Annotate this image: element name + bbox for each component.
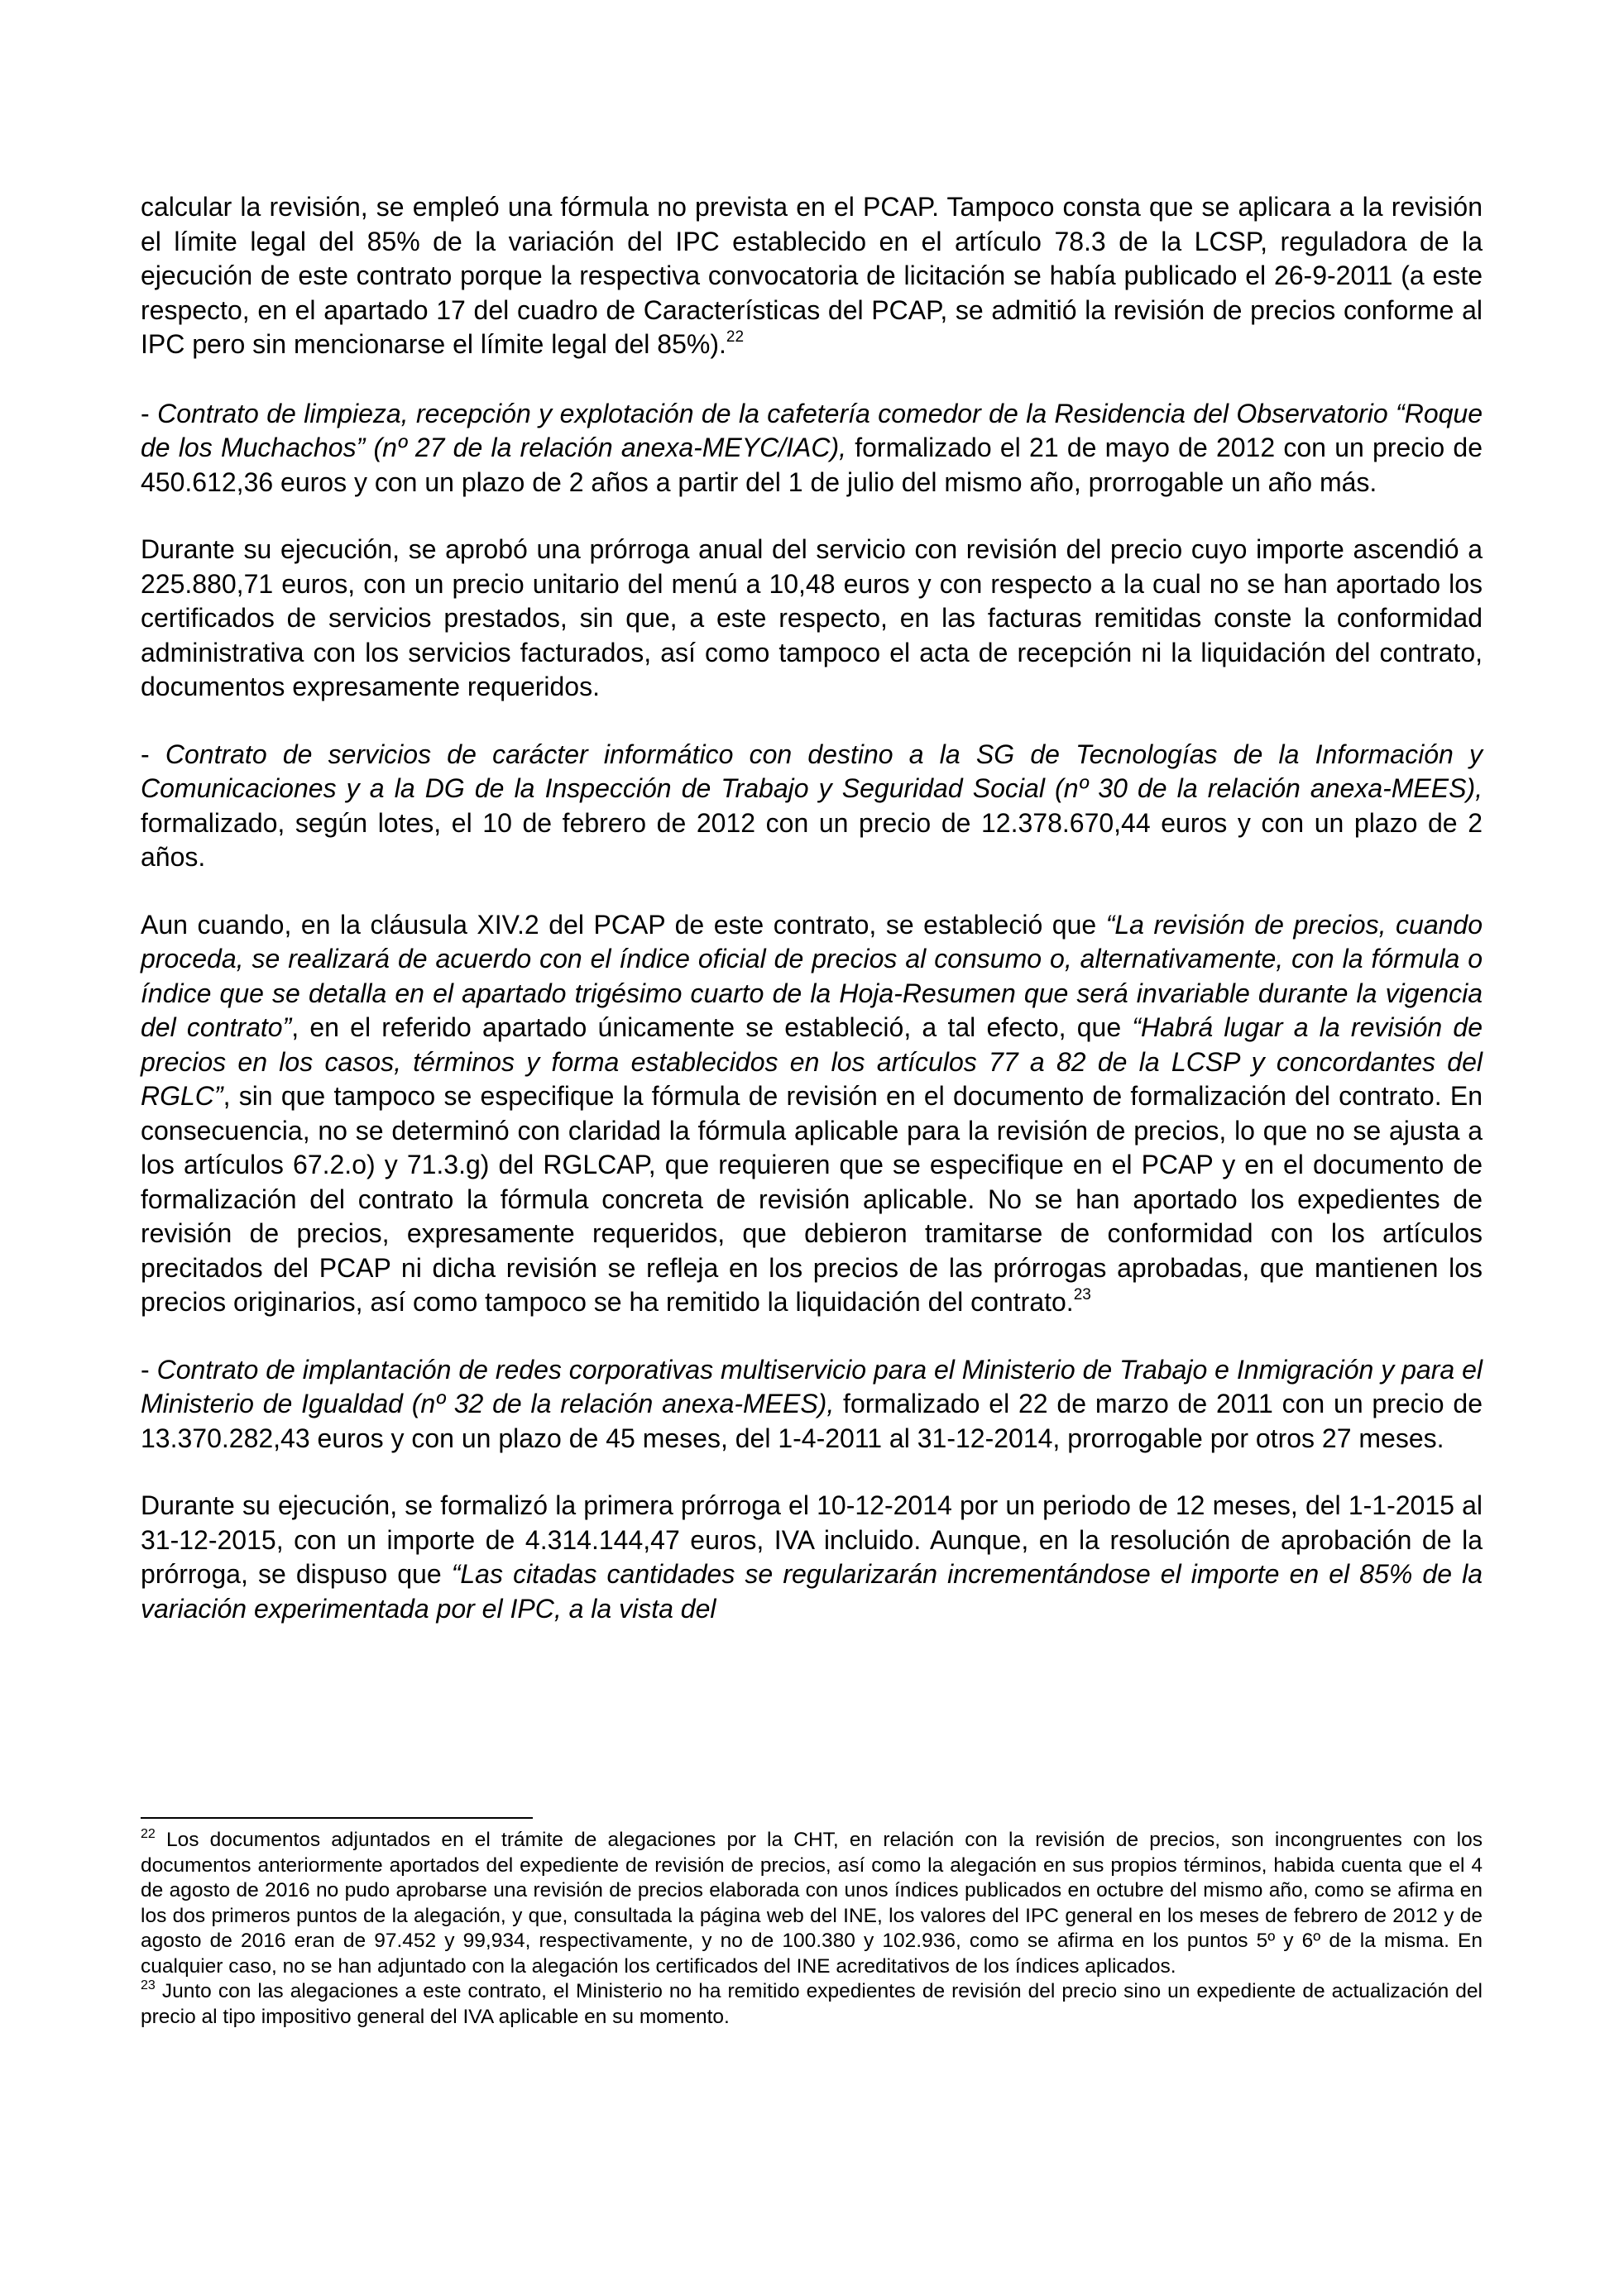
footnote-mark: 22 [141,1827,156,1841]
footnote-23: $^{23}$ Junto con las alegaciones a este contrato, el Ministerio no ha remitido expedientes de revisión del precio sino un expediente de actualización del precio al tipo impositivo general del IVA aplicable en su momento. [141,1978,1483,2028]
footnote-22: $^{22}$ Los documentos adjuntados en el trámite de alegaciones por la CHT, en relación con la revisión de precios, son incongruentes con los documentos anteriormente aportados del expediente de revisión de precios, así como la alegación en sus propios términos, habida cuenta que el 4 de agosto de 2016 no pudo aprobarse una revisión de precios elaborada con unos índices publicados en octubre del mismo año, como se afirma en los dos primeros puntos de la alegación, y que, consultada la página web del INE, los valores del IPC general en los meses de febrero de 2012 y de agosto de 2016 eran de 97.452 y 99,934, respectivamente, y no de 100.380 y 102.936, como se afirma en los puntos 5º y 6º de la misma. En cualquier caso, no se han adjuntado con la alegación los certificados del INE acreditativos de los índices aplicados. [141,1827,1483,1978]
contract-title: Contrato de implantación de redes corporativas multiservicio para el Ministerio de Trabajo e Inmigración y para el Ministerio de Igualdad (nº 32 de la relación anexa-MEES), [141,1354,1483,1418]
body-text [141,190,1483,1626]
footnote-mark: 23 [141,1978,156,1992]
paragraph-contract-networks: - Contrato de implantación de redes corporativas multiservicio para el Ministerio de Trabajo e Inmigración y para el Ministerio de Igualdad (nº 32 de la relación anexa-MEES), formalizado el 22 de marzo de 2011 con un precio de 13.370.282,43 euros y con un plazo de 45 meses, del 1-4-2011 al 31-12-2014, prorrogable por otros 27 meses. [141,1354,1483,1453]
quote: “Habrá lugar a la revisión de precios en los casos, términos y forma establecidos en los artículos 77 a 82 de la LCSP y concordantes del RGLC” [141,1012,1483,1111]
paragraph-contract-cafeteria: - Contrato de limpieza, recepción y explotación de la cafetería comedor de la Residencia del Observatorio “Roque de los Muchachos” (nº 27 de la relación anexa-MEYC/IAC), formalizado el 21 de mayo de 2012 con un precio de 450.612,36 euros y con un plazo de 2 años a partir del 1 de julio del mismo año, prorrogable un año más. [141,398,1483,497]
footnote-separator [141,1817,533,1819]
paragraph-contract-it-services: - Contrato de servicios de carácter informático con destino a la SG de Tecnologías de la Información y Comunicaciones y a la DG de la Inspección de Trabajo y Seguridad Social (nº 30 de la relación anexa-MEES), formalizado, según lotes, el 10 de febrero de 2012 con un precio de 12.378.670,44 euros y con un plazo de 2 años. [141,739,1483,872]
paragraph-cafeteria-execution: Durante su ejecución, se aprobó una prórroga anual del servicio con revisión del precio cuyo importe ascendió a 225.880,71 euros, con un precio unitario del menú a 10,48 euros y con respecto a la cual no se han aportado los certificados de servicios prestados, sin que, a este respecto, en las facturas remitidas conste la conformidad administrativa con los servicios facturados, así como tampoco el acta de recepción ni la liquidación del contrato, documentos expresamente requeridos. [141,534,1483,701]
paragraph-pcap-clause: Aun cuando, en la cláusula XIV.2 del PCAP de este contrato, se estableció que “La revisión de precios, cuando proceda, se realizará de acuerdo con el índice oficial de precios al consumo o, alternativamente, con la fórmula o índice que se detalla en el apartado trigésimo cuarto de la Hoja-Resumen que será invariable durante la vigencia del contrato”, en el referido apartado únicamente se estableció, a tal efecto, que “Habrá lugar a la revisión de precios en los casos, términos y forma establecidos en los artículos 77 a 82 de la LCSP y concordantes del RGLC”, sin que tampoco se especifique la fórmula de revisión en el documento de formalización del contrato. En consecuencia, no se determinó con claridad la fórmula aplicable para la revisión de precios, lo que no se ajusta a los artículos 67.2.o) y 71.3.g) del RGLCAP, que requieren que se especifique en el PCAP y en el documento de formalización del contrato la fórmula concreta de revisión aplicable. No se han aportado los expedientes de revisión de precios, expresamente requeridos, que debieron tramitarse de conformidad con los artículos precitados del PCAP ni dicha revisión se refleja en los precios de las prórrogas aprobadas, que mantienen los precios originarios, así como tampoco se ha remitido la liquidación del contrato.$^{23}$ [141,909,1483,1317]
paragraph-networks-extension: Durante su ejecución, se formalizó la primera prórroga el 10-12-2014 por un periodo de 12 meses, del 1-1-2015 al 31-12-2015, con un importe de 4.314.144,47 euros, IVA incluido. Aunque, en la resolución de aprobación de la prórroga, se dispuso que “Las citadas cantidades se regularizarán incrementándose el importe en el 85% de la variación experimentada por el IPC, a la vista del [141,1490,1483,1624]
footnote-reference-23[interactable]: 23 [1073,1286,1091,1303]
quote: “Las citadas cantidades se regularizarán incrementándose el importe en el 85% de la variación experimentada por el IPC, a la vista del [141,1559,1483,1624]
quote: “La revisión de precios, cuando proceda, se realizará de acuerdo con el índice oficial de precios al consumo o, alternativamente, con la fórmula o índice que se detalla en el apartado trigésimo cuarto de la Hoja-Resumen que será invariable durante la vigencia del contrato” [141,909,1483,1042]
contract-title: Contrato de limpieza, recepción y explotación de la cafetería comedor de la Residencia del Observatorio “Roque de los Muchachos” (nº 27 de la relación anexa-MEYC/IAC), [141,398,1483,462]
paragraph-revision-formula: calcular la revisión, se empleó una fórmula no prevista en el PCAP. Tampoco consta que se aplicara a la revisión el límite legal del 85% de la variación del IPC establecido en el artículo 78.3 de la LCSP, reguladora de la ejecución de este contrato porque la respectiva convocatoria de licitación se había publicado el 26-9-2011 (a este respecto, en el apartado 17 del cuadro de Características del PCAP, se admitió la revisión de precios conforme al IPC pero sin mencionarse el límite legal del 85%).$^{22}$ [141,192,1483,359]
footnote-reference-22[interactable]: 22 [726,328,745,346]
contract-title: Contrato de servicios de carácter informático con destino a la SG de Tecnologías de la Información y Comunicaciones y a la DG de la Inspección de Trabajo y Seguridad Social (nº 30 de la relación anexa-MEES), [141,739,1483,803]
footnotes [141,1828,1483,2030]
